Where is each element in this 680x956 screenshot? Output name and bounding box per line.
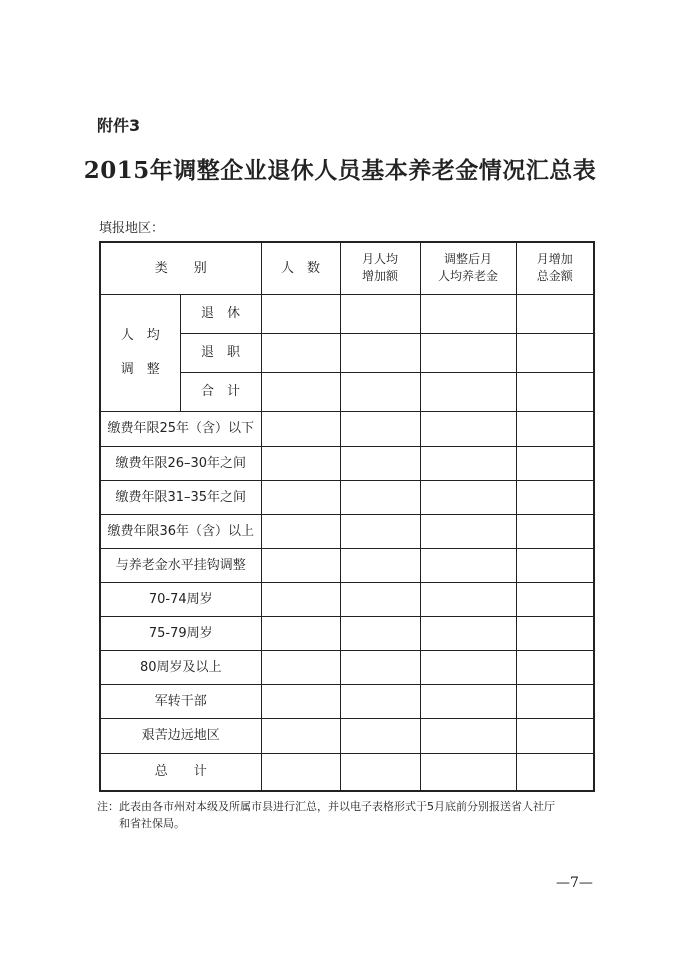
table-row <box>100 684 594 718</box>
row-label: 军转干部 <box>100 684 261 718</box>
table-row <box>100 616 594 650</box>
table-row <box>100 411 594 446</box>
footnote-line-1: 注：此表由各市州对本级及所属市县进行汇总，并以电子表格形式于5月底前分别报送省人社厅 <box>97 800 555 813</box>
header-total-increase: 月增加 总金额 <box>516 242 594 294</box>
header-adjusted-pension: 调整后月 人均养老金 <box>420 242 516 294</box>
table-row <box>100 294 594 333</box>
row-label: 缴费年限26–30年之间 <box>100 446 261 480</box>
summary-table <box>99 241 595 792</box>
row-label: 75-79周岁 <box>100 616 261 650</box>
group-label: 人 均 调 整 <box>100 294 180 411</box>
row-label: 缴费年限36年（含）以上 <box>100 514 261 548</box>
row-label: 艰苦边远地区 <box>100 718 261 753</box>
table-row <box>100 718 594 753</box>
fill-area-label: 填报地区： <box>99 221 165 236</box>
total-label: 总 计 <box>100 753 261 791</box>
row-label: 退 休 <box>180 294 261 333</box>
table-total-row <box>100 753 594 791</box>
header-monthly-increase: 月人均 增加额 <box>340 242 420 294</box>
row-label: 合 计 <box>180 372 261 411</box>
row-label: 与养老金水平挂钩调整 <box>100 548 261 582</box>
table-row <box>100 548 594 582</box>
row-label: 缴费年限31–35年之间 <box>100 480 261 514</box>
row-label: 80周岁及以上 <box>100 650 261 684</box>
page-title: 2015年调整企业退休人员基本养老金情况汇总表 <box>83 157 597 184</box>
row-label: 退 职 <box>180 333 261 372</box>
attachment-label: 附件3 <box>97 116 141 135</box>
table-row <box>100 480 594 514</box>
footnote <box>97 798 597 832</box>
table-row <box>100 446 594 480</box>
table-row <box>100 514 594 548</box>
row-label: 缴费年限25年（含）以下 <box>100 411 261 446</box>
row-label: 70-74周岁 <box>100 582 261 616</box>
page-number: —7— <box>556 875 593 891</box>
header-count: 人 数 <box>261 242 340 294</box>
table-header-row <box>100 242 594 294</box>
table-row <box>100 582 594 616</box>
table-row <box>100 650 594 684</box>
header-category: 类 别 <box>100 242 261 294</box>
footnote-line-2: 和省社保局。 <box>119 817 185 830</box>
